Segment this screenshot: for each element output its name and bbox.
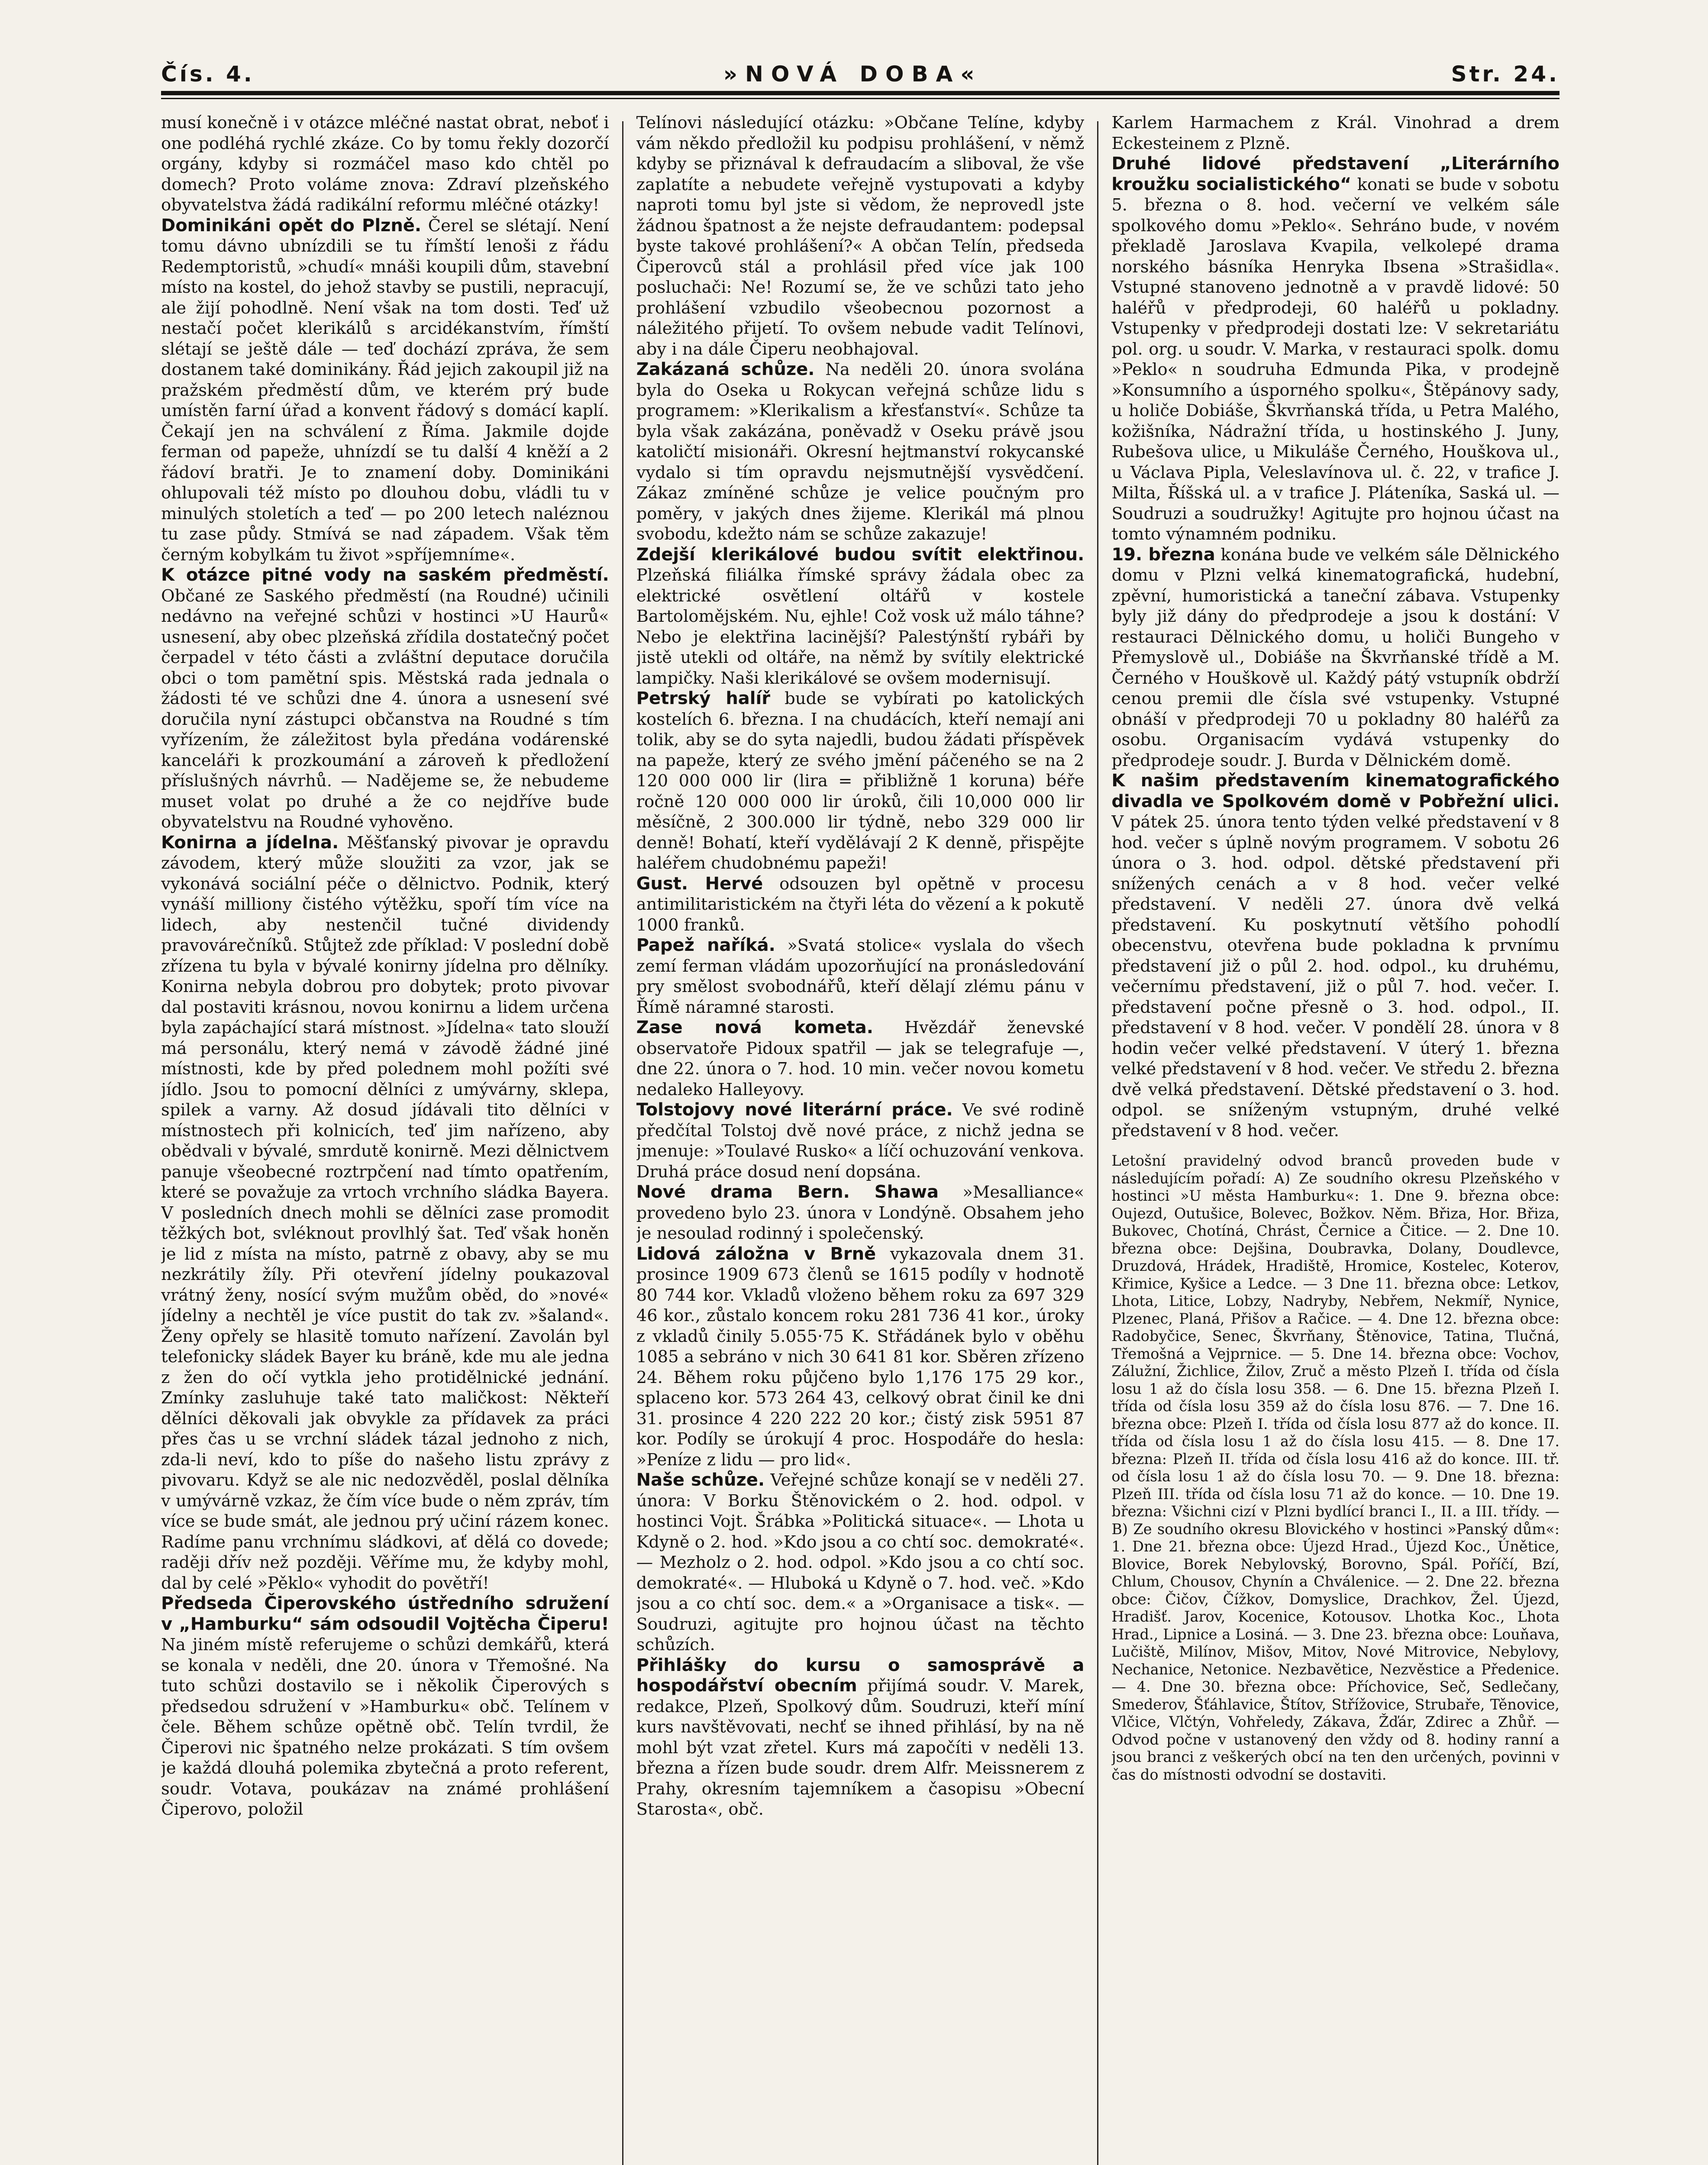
- article: [636, 935, 1085, 1018]
- article-text: Čerel se slétají. Není tomu dávno ubnízdili se tu římští lenoši z řádu Redemptoristů, »chudí« mnáši koupili dům, stavební místo na kostel, do jehož stavby se pustili, nepracují, ale žijí pohodlně. Není však na tom dosti. Teď už nestačí počet klerikálů s arcidékanstvím, římští slétají se ještě dále — teď dochází zpráva, že sem dostanem také dominikány. Řád jejich zakoupil již na pražském předměstí dům, ve kterém prý bude umístěn farní úřad a konvent řádový s domácí kaplí. Čekají jen na schválení z Říma. Jakmile dojde ferman od papeže, uhnízdí se tu další 4 kněží a 2 řádoví bratři. Je to znamení doby. Dominikáni ohlupovali též místo po dlouhou dobu, vládli tu v minulých stoletích a teď — po 200 letech naléznou tu zase půdy. Stmívá se nad západem. Však těm černým kobylkám tu život »spříjemníme«.: [161, 216, 609, 565]
- article: [636, 1470, 1085, 1655]
- article: [636, 1182, 1085, 1244]
- column-3: [1111, 113, 1559, 2165]
- article: [161, 565, 609, 833]
- article: [1111, 113, 1559, 154]
- article-text: Občané ze Saského předměstí (na Roudné) učinili nedávno na veřejné schůzi v hostinci »U Haurů« usnesení, aby obec plzeňská zřídila dostatečný počet čerpadel v této části a zvláštní deputace doručila obci o tom pamětní spis. Městská rada jednala o žádosti té ve schůzi dne 4. února a usnesení své doručila nyní zástupci občanstva na Roudné s tím vyřízením, že záležitost byla předána vodárenské kanceláři k prozkoumání a zároveň k předložení příslušných návrhů. — Nadějeme se, že nebudeme muset volat po druhé a že co nejdříve bude obyvatelstvu na Roudné vyhověno.: [161, 586, 609, 832]
- newspaper-title: »NOVÁ DOBA«: [723, 61, 982, 87]
- article: [636, 359, 1085, 545]
- article: [636, 874, 1085, 936]
- page-number: Str. 24.: [1451, 61, 1559, 87]
- article-headline: Zdejší klerikálové budou svítit elektřinou.: [636, 544, 1085, 565]
- article-text: odsouzen byl opětně v procesu antimilitaristickém na čtyři léta do vězení a k pokutě 1000 franků.: [636, 874, 1085, 935]
- article-text: konána bude ve velkém sále Dělnického domu v Plzni velká kinematografická, hudební, zpěvní, humoristická a taneční zábava. Vstupenky byly již dány do předprodeje a jsou k dostání: V restauraci Dělnického domu, u holiči Bungeho v Přemyslově ul., Dobiáše na Škvrňanské třídě a M. Černého v Houškově ul. Každý pátý vstupník obdrží cenou premii dle čísla své vstupenky. Vstupné obnáší v předprodeji 70 u pokladny 80 haléřů za osobu. Organisacím vydává vstupenky do předprodeje soudr. J. Burda v Dělnickém domě.: [1111, 545, 1560, 770]
- article-headline: Tolstojovy nové literární práce.: [636, 1100, 953, 1120]
- recruitment-notice: [1111, 1152, 1559, 1784]
- masthead-rule-thin: [161, 98, 1559, 99]
- article-text: Na neděli 20. února svolána byla do Oseka u Rokycan veřejná schůze lidu s programem: »Klerikalism a křesťanství«. Schůze ta byla však zakázána, poněvadž v Oseku právě jsou katoličtí misionáři. Okresní hejtmanství rokycanské vydalo si tím opravdu nejsmutnější vysvědčení. Zákaz zmíněné schůze je velice poučným pro poměry, v jakých dnes žijeme. Klerikál má plnou svobodu, kdežto nám se schůze zakazuje!: [636, 360, 1085, 544]
- article-text: Telínovi následující otázku: »Občane Telíne, kdyby vám někdo předložil ku podpisu prohlášení, v němž kdyby se přiznával k defraudacím a sliboval, že vše zaplatíte a nebudete veřejně vystupovati a kdyby naproti tomu byl jste si vědom, že neprovedl jste žádnou špatnost a že nejste defraudantem: podepsal byste takové prohlášení?« A občan Telín, předseda Čiperovců stál a prohlásil před více jak 100 posluchači: Ne! Rozumí se, že ve schůzi tato jeho prohlášení vzbudilo všeobecnou pozornost a náležitého přijetí. To ovšem nebude vadit Telínovi, aby i na dále Čiperu neobhajoval.: [636, 113, 1085, 359]
- article-text: »Mesalliance« provedeno bylo 23. února v Londýně. Obsahem jeho je nesoulad rodinný i společenský.: [636, 1183, 1085, 1243]
- article: [636, 688, 1085, 874]
- article: [636, 1655, 1085, 1820]
- article-headline: Přihlášky do kursu o samosprávě a hospodářství obecním: [636, 1655, 1085, 1696]
- article-text: »Svatá stolice« vyslala do všech zemí ferman vládám upozorňující na pronásledování pry smělost svobodnářů, kteří dělají zlému pánu v Římě náramné starosti.: [636, 936, 1085, 1017]
- article-text: Letošní pravidelný odvod branců proveden bude v následujícím pořadí: A) Ze soudního okresu Plzeňského v hostinci »U města Hamburku«: 1. Dne 9. března obce: Oujezd, Outušice, Bolevec, Božkov. Něm. Břiza, Hor. Břiza, Bukovec, Chotíná, Chrást, Černice a Čitice. — 2. Dne 10. března obce: Dejšina, Doubravka, Dolany, Doudlevce, Druzdová, Hrádek, Hradiště, Hromice, Kostelec, Koterov, Křimice, Kyšice a Ledce. — 3 Dne 11. března obce: Letkov, Lhota, Litice, Lobzy, Nadryby, Nebřem, Nekmíř, Nynice, Plzenec, Planá, Přišov a Račice. — 4. Dne 12. března obce: Radobyčice, Senec, Škvrňany, Štěnovice, Tatina, Tlučná, Třemošná a Vejprnice. — 5. Dne 14. března obce: Vochov, Zálužní, Žichlice, Žilov, Zruč a město Plzeň I. třída od čísla losu 1 až do čísla losu 358. — 6. Dne 15. března Plzeň I. třída od čísla losu 359 až do čísla losu 876. — 7. Dne 16. března obce: Plzeň I. třída od čísla losu 877 až do konce. II. třída od čísla losu 1 až do čísla losu 415. — 8. Dne 17. března: Plzeň II. třída od čísla losu 416 až do konce. III. tř. od čísla losu 1 až do čísla losu 70. — 9. Dne 18. března: Plzeň III. třída od čísla losu 71 až do konce. — 10. Dne 19. března: Všichni cizí v Plzni bydlící branci I., II. a III. třídy. — B) Ze soudního okresu Blovického v hostinci »Panský dům«: 1. Dne 21. března obce: Újezd Hrad., Újezd Koc., Únětice, Blovice, Borek Nebylovský, Borovno, Spál. Poříčí, Bzí, Chlum, Chousov, Chynín a Chválenice. — 2. Dne 22. března obce: Čičov, Čížkov, Domyslice, Drachkov, Žel. Újezd, Hradišť. Jarov, Kocenice, Kotousov. Lhotka Koc., Lhota Hrad., Lipnice a Losiná. — 3. Dne 23. března obce: Louňava, Lučiště, Milínov, Mišov, Mitov, Nové Mitrovice, Nebylovy, Nechanice, Netonice. Nezbavětice, Nezvěstice a Předenice. — 4. Dne 30. března obce: Příchovice, Seč, Sedlečany, Smederov, Šťáhlavice, Štítov, Střížovice, Strubaře, Těnovice, Vlčice, Vlčtýn, Vohřeledy, Zákava, Žďár, Zdirec a Zhůř. — Odvod počne v ustanovený den vždy od 8. hodiny ranní a jsou branci z veškerých obcí na ten den určených, povinni v čas do místnosti odvodní se dostaviti.: [1111, 1152, 1560, 1783]
- article: [1111, 154, 1559, 545]
- article-text: přijímá soudr. V. Marek, redakce, Plzeň, Spolkový dům. Soudruzi, kteří míní kurs navštěvovati, nechť se ihned přihlásí, by na ně mohl být vzat zřetel. Kurs má započíti v neděli 13. března a řízen bude soudr. drem Alfr. Meissnerem z Prahy, okresním tajemníkem a časopisu »Obecní Starosta«, obč.: [636, 1676, 1085, 1819]
- article: [636, 1100, 1085, 1182]
- column-1: [161, 113, 609, 2165]
- article-headline: Zakázaná schůze.: [636, 359, 815, 379]
- article-headline: Předseda Čiperovského ústředního sdružení v „Hamburku“ sám odsoudil Vojtěcha Čiperu!: [161, 1593, 609, 1634]
- article-text: Plzeňská filiálka římské správy žádala obec za elektrické osvětlení oltářů v kostele Bartolomějském. Nu, ejhle! Což vosk už málo táhne? Nebo je elektřina lacinější? Palestýnští rybáři by jistě utekli od oltáře, na němž by svítily elektrické lampičky. Naši klerikálové se ovšem modernisují.: [636, 565, 1085, 688]
- article-headline: K otázce pitné vody na saském předměstí.: [161, 565, 609, 585]
- column-divider: [622, 121, 623, 2165]
- article: [161, 216, 609, 565]
- article-headline: Papež naříká.: [636, 935, 775, 955]
- newspaper-page: [161, 48, 1559, 2165]
- article-headline: Naše schůze.: [636, 1470, 765, 1490]
- article-headline: Gust. Hervé: [636, 873, 763, 894]
- column-2: [636, 113, 1085, 2165]
- article: [161, 113, 609, 216]
- article-text: Ve své rodině předčítal Tolstoj dvě nové práce, z nichž jedna se jmenuje: »Toulavé Rusko« a líčí ochuzování venkova. Druhá práce dosud není dopsána.: [636, 1100, 1085, 1182]
- article-text: bude se vybírati po katolických kostelích 6. března. I na chudácích, kteří nemají ani tolik, aby se do syta najedli, budou žádati příspěvek na papeže, který ze svého jmění páčeného se na 2 120 000 000 lir (lira = přibližně 1 koruna) béře ročně 120 000 000 lir úroků, čili 10,000 000 lir měsíčně, 2 300.000 lir týdně, nebo 329 000 lir denně! Bohatí, kteří vydělávají 2 K denně, přispějte haléřem chudobnému papeži!: [636, 689, 1085, 873]
- article-headline: Zase nová kometa.: [636, 1018, 873, 1037]
- article-headline: Konirna a jídelna.: [161, 832, 339, 853]
- article: [636, 545, 1085, 689]
- article: [636, 113, 1085, 359]
- article-headline: Lidová záložna v Brně: [636, 1244, 876, 1264]
- article-text: V pátek 25. února tento týden velké představení v 8 hod. večer s úplně novým programem. V sobotu 26 února o 3. hod. odpol. dětské představení při snížených cenách a v 8 hod. večer velké představení. V neděli 27. února dvě velká představení. Ku poskytnutí většího pohodlí obecenstvu, otevřena bude pokladna k prvnímu představení již o půl 2. hod. odpol., ku druhému, večernímu představení, již o půl 7. hod. večer. I. představení počne přesně o 3. hod. odpol., II. představení v 8 hod. večer. V pondělí 28. února v 8 hodin večer velké představení. V úterý 1. března velké představení v 8 hod. večer. Ve středu 2. března dvě velká představení. Dětské představení o 3. hod. odpol. se sníženým vstupným, druhé velké představení v 8 hod. večer.: [1111, 812, 1560, 1141]
- article: [161, 833, 609, 1594]
- issue-number: Čís. 4.: [161, 61, 255, 87]
- article: [1111, 545, 1559, 771]
- article: [161, 1593, 609, 1820]
- article-text: Veřejné schůze konají se v neděli 27. února: V Borku Štěnovickém o 2. hod. odpol. v hostinci Vojt. Šrábka »Politická situace«. — Lhota u Kdyně o 2. hod. »Kdo jsou a co chtí soc. demokraté«. — Mezholz o 2. hod. odpol. »Kdo jsou a co chtí soc. demokraté«. — Hluboká u Kdyně o 7. hod. več. »Kdo jsou a co chtí soc. dem.« a »Organisace a tisk«. — Soudruzi, agitujte pro hojnou účast na těchto schůzích.: [636, 1470, 1085, 1654]
- article-headline: K našim představením kinematografického divadla ve Spolkovém domě v Pobřežní ulici.: [1111, 771, 1560, 811]
- article-headline: Druhé lidové představení „Literárního kroužku socialistického“: [1111, 154, 1560, 194]
- article-text: konati se bude v sobotu 5. března o 8. hod. večerní ve velkém sále spolkového domu »Peklo«. Sehráno bude, v novém překladě Jaroslava Kvapila, velkolepé drama norského básníka Henryka Ibsena »Strašidla«. Vstupné stanoveno jednotně a v pravdě lidové: 50 haléřů v předprodeji, 60 haléřů u pokladny. Vstupenky v předprodeji dostati lze: V sekretariátu pol. org. u soudr. V. Marka, v restauraci spolk. domu »Peklo« n soudruha Edmunda Pika, v prodejně »Konsumního a úsporného spolku«, Štěpánovy sady, u holiče Dobiáše, Škvrňanská třída, u Petra Malého, kožišníka, Nádražní třída, u hostinského J. Juny, Rubešova ulice, u Mikuláše Černého, Houškova ul., u Václava Pipla, Veleslavínova ul. č. 22, v trafice J. Milta, Říšská ul. a v trafice J. Pláteníka, Saská ul. — Soudruzi a soudružky! Agitujte pro hojnou účast na tomto výnamném podniku.: [1111, 174, 1560, 544]
- article-text: Měšťanský pivovar je opravdu závodem, který může sloužiti za vzor, jak se vykonává sociální péče o dělnictvo. Podnik, který vynáší milliony čistého výtěžku, spoří tím více na lidech, aby nestenčil tučné dividendy pravovárečníků. Stůjtež zde příklad: V poslední době zřízena tu byla v bývalé konirny jídelna pro dělníky. Konirna nebyla dobrou pro dobytek; proto pivovar dal postaviti krásnou, novou konirnu a lidem určena byla zapáchající stará místnost. »Jídelna« tato slouží má personálu, který nemá v závodě žádné jiné místnosti, kde by před polednem mohl požíti své jídlo. Jsou to pomocní dělníci z umývárny, sklepa, spilek a varny. Až dosud jídávali tito dělníci v místnostech při kolnicích, teď jim nařízeno, aby obědvali v bývalé, smrdutě konirně. Mezi dělnictvem panuje všeobecné roztrpčení nad tímto opatřením, které se považuje za vrtoch vrchního sládka Bayera. V posledních dnech mohli se dělníci zase promodit těžkých bot, svléknout provlhlý šat. Teď však honěn je lid z místa na místo, patrně z obavy, aby se mu nezkrátily žíly. Při otevření jídelny poukazoval vrátný ženy, nosící svým mužům oběd, do »nové« jídelny a nechtěl je více pustit do tak zv. »šaland«. Ženy opřely se hlasitě tomuto nařízení. Zavolán byl telefonicky sládek Bayer ku bráně, kde mu ale jedna z žen do očí vytkla jeho protidělnické jednání. Zmínky zasluhuje také tato maličkost: Někteří dělníci děkovali jak obvykle za přídavek za práci přes čas u se vrchní sládek tázal jednoho z nich, zda-li neví, kdo to píše do našeho listu zprávy z pivovaru. Když se ale nic nedozvěděl, poslal dělníka v umývárně vzkaz, že čím více bude o něm zpráv, tím více se bude smát, ale jednou prý učiní rázem konec. Radíme panu vrchnímu sládkovi, ať dělá co dovede; raději dřív než později. Věříme mu, že kdyby mohl, dal by celé »Pěklo« vyhodit do povětří!: [161, 833, 609, 1593]
- article-headline: Dominikáni opět do Plzně.: [161, 215, 422, 236]
- columns: [161, 113, 1559, 2165]
- article-headline: 19. března: [1111, 544, 1215, 565]
- article-headline: Petrský halíř: [636, 688, 770, 708]
- article: [636, 1018, 1085, 1100]
- article-text: Hvězdář ženevské observatoře Pidoux spatřil — jak se telegrafuje —, dne 22. února o 7. hod. 10 min. večer novou kometu nedaleko Halleyovy.: [636, 1018, 1085, 1099]
- masthead: [161, 48, 1559, 87]
- article: [1111, 771, 1559, 1141]
- masthead-rule: [161, 91, 1559, 95]
- article-headline: Nové drama Bern. Shawa: [636, 1182, 939, 1202]
- article-text: vykazovala dnem 31. prosince 1909 673 členů se 1615 podíly v hodnotě 80 744 kor. Vkladů vloženo během roku za 697 329 46 kor., zůstalo koncem roku 281 736 41 kor., úroky z vkladů činily 5.055·75 K. Střádánek bylo v oběhu 1085 a sebráno v nich 30 641 81 kor. Sběren zřízeno 24. Během roku půjčeno bylo 1,176 175 29 kor., splaceno kor. 573 264 43, celkový obrat činil ke dni 31. prosince 4 220 222 20 kor.; čistý zisk 5951 87 kor. Podíly se úrokují 4 proc. Hospodáře do hesla: »Peníze z lidu — pro lid«.: [636, 1244, 1085, 1470]
- article: [636, 1244, 1085, 1470]
- column-divider: [1097, 121, 1098, 2165]
- article-text: musí konečně i v otázce mléčné nastat obrat, neboť i one podléhá rychlé zkáze. Co by tomu řekly dozorčí orgány, kdyby si rozmáčel maso kdo chtěl po domech? Proto voláme znova: Zdraví plzeňského obyvatelstva žádá radikální reformu mléčné otázky!: [161, 113, 609, 215]
- article-text: Na jiném místě referujeme o schůzi demkářů, která se konala v neděli, dne 20. února v Třemošné. Na tuto schůzi dostavilo se i několik Čiperových s předsedou sdružení v »Hamburku« obč. Telínem v čele. Během schůze opětně obč. Telín tvrdil, že Čiperovi nic špatného nelze prokázati. S tím ovšem je každá dlouhá polemika zbytečná a proto referent, soudr. Votava, poukázav na známé prohlášení Čiperovo, položil: [161, 1635, 609, 1819]
- article-text: Karlem Harmachem z Král. Vinohrad a drem Eckesteinem z Plzně.: [1111, 113, 1560, 153]
